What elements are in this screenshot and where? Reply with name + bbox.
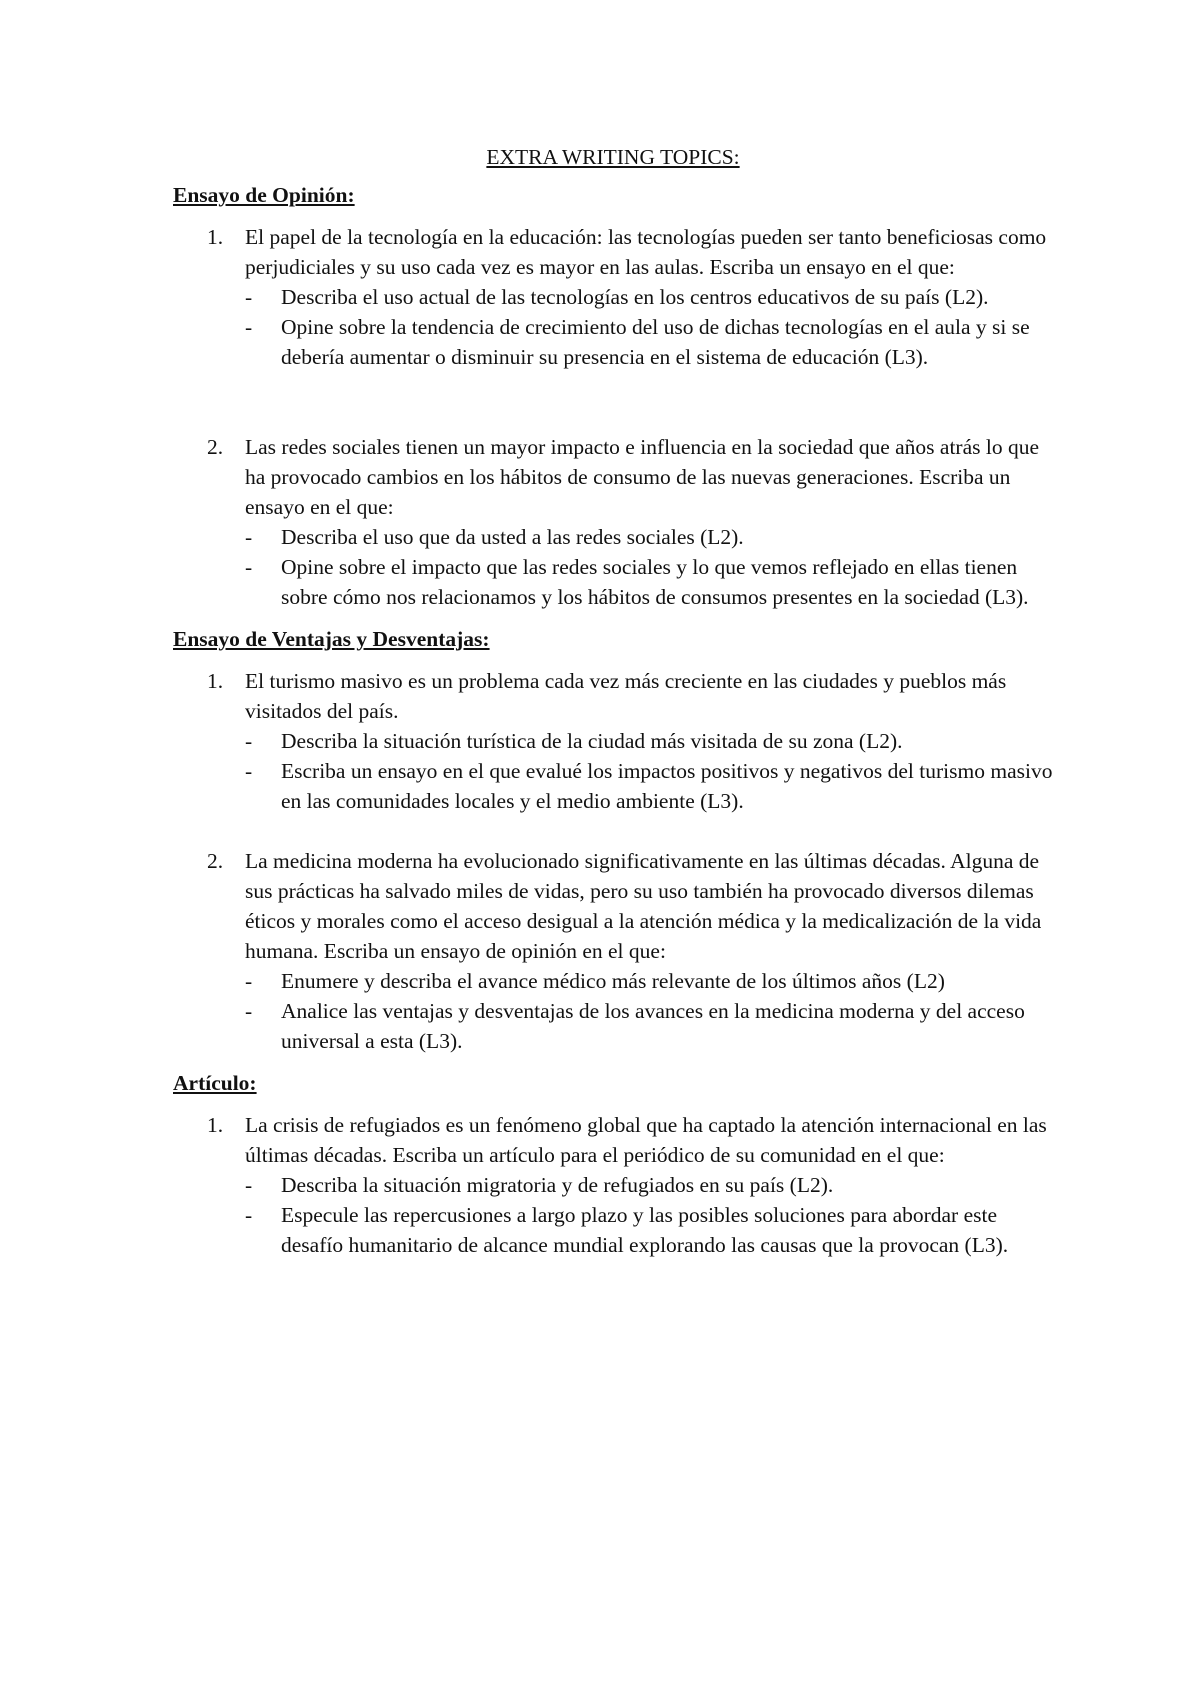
task-text: Analice las ventajas y desventajas de los avances en la medicina moderna y del acceso universal a esta (L3). <box>281 999 1025 1053</box>
topic-number: 1. <box>207 225 224 249</box>
task-text: Describa la situación turística de la ciudad más visitada de su zona (L2). <box>281 729 903 753</box>
spacer <box>173 1056 1053 1068</box>
task-text: Describa el uso actual de las tecnologías en los centros educativos de su país (L2). <box>281 285 989 309</box>
topic-text: La crisis de refugiados es un fenómeno global que ha captado la atención internacional en las últimas décadas. Escriba un artículo para el periódico de su comunidad en el que: <box>245 1113 1047 1167</box>
document-page <box>173 142 1053 1260</box>
task-text: Opine sobre la tendencia de crecimiento del uso de dichas tecnologías en el aula y si se debería aumentar o disminuir su presencia en el sistema de educación (L3). <box>281 315 1030 369</box>
topic-number: 1. <box>207 1113 224 1137</box>
task-dash: - <box>245 525 253 549</box>
task-text: Describa el uso que da usted a las redes sociales (L2). <box>281 525 744 549</box>
task-dash: - <box>245 285 253 309</box>
task-item <box>245 282 1053 312</box>
topic-item <box>173 666 1053 816</box>
task-item <box>245 996 1053 1056</box>
task-item <box>245 726 1053 756</box>
task-list <box>245 966 1053 1056</box>
section-articulo <box>173 1068 1053 1260</box>
section-ventajas-desventajas <box>173 624 1053 1056</box>
task-item <box>245 312 1053 372</box>
section-heading: Artículo: <box>173 1071 257 1095</box>
section-heading: Ensayo de Ventajas y Desventajas: <box>173 627 490 651</box>
topic-list <box>173 666 1053 1056</box>
topic-text: La medicina moderna ha evolucionado significativamente en las últimas décadas. Alguna de sus prácticas ha salvado miles de vidas, pero su uso también ha provocado diversos dilemas éticos y morales como el acceso desigual a la atención médica y la medicalización de la vida humana. Escriba un ensayo de opinión en el que: <box>245 849 1042 963</box>
spacer <box>173 612 1053 624</box>
topic-item <box>173 222 1053 372</box>
task-dash: - <box>245 969 253 993</box>
topic-list <box>173 222 1053 612</box>
document-title: EXTRA WRITING TOPICS: <box>486 145 740 169</box>
task-item <box>245 522 1053 552</box>
task-item <box>245 756 1053 816</box>
topic-item <box>173 1110 1053 1260</box>
task-dash: - <box>245 729 253 753</box>
topic-number: 2. <box>207 435 224 459</box>
task-text: Describa la situación migratoria y de refugiados en su país (L2). <box>281 1173 834 1197</box>
topic-text: El turismo masivo es un problema cada vez más creciente en las ciudades y pueblos más visitados del país. <box>245 669 1007 723</box>
task-dash: - <box>245 759 253 783</box>
spacer <box>173 372 1053 432</box>
task-text: Enumere y describa el avance médico más relevante de los últimos años (L2) <box>281 969 945 993</box>
topic-number: 1. <box>207 669 224 693</box>
section-ensayo-opinion <box>173 180 1053 612</box>
task-text: Escriba un ensayo en el que evalué los impactos positivos y negativos del turismo masivo en las comunidades locales y el medio ambiente (L3). <box>281 759 1053 813</box>
task-item <box>245 1200 1053 1260</box>
topic-number: 2. <box>207 849 224 873</box>
task-dash: - <box>245 1173 253 1197</box>
task-text: Opine sobre el impacto que las redes sociales y lo que vemos reflejado en ellas tienen sobre cómo nos relacionamos y los hábitos de consumos presentes en la sociedad (L3). <box>281 555 1029 609</box>
task-list <box>245 282 1053 372</box>
topic-text: El papel de la tecnología en la educación: las tecnologías pueden ser tanto beneficiosas como perjudiciales y su uso cada vez es mayor en las aulas. Escriba un ensayo en el que: <box>245 225 1047 279</box>
task-item <box>245 1170 1053 1200</box>
task-dash: - <box>245 1203 253 1227</box>
topic-item <box>173 432 1053 612</box>
section-heading: Ensayo de Opinión: <box>173 183 355 207</box>
topic-list <box>173 1110 1053 1260</box>
task-list <box>245 1170 1053 1260</box>
topic-item <box>173 846 1053 1056</box>
task-item <box>245 966 1053 996</box>
task-dash: - <box>245 999 253 1023</box>
task-text: Especule las repercusiones a largo plazo y las posibles soluciones para abordar este desafío humanitario de alcance mundial explorando las causas que la provocan (L3). <box>281 1203 1009 1257</box>
task-dash: - <box>245 315 253 339</box>
spacer <box>173 816 1053 846</box>
topic-text: Las redes sociales tienen un mayor impacto e influencia en la sociedad que años atrás lo que ha provocado cambios en los hábitos de consumo de las nuevas generaciones. Escriba un ensayo en el que: <box>245 435 1040 519</box>
task-dash: - <box>245 555 253 579</box>
task-item <box>245 552 1053 612</box>
task-list <box>245 522 1053 612</box>
task-list <box>245 726 1053 816</box>
